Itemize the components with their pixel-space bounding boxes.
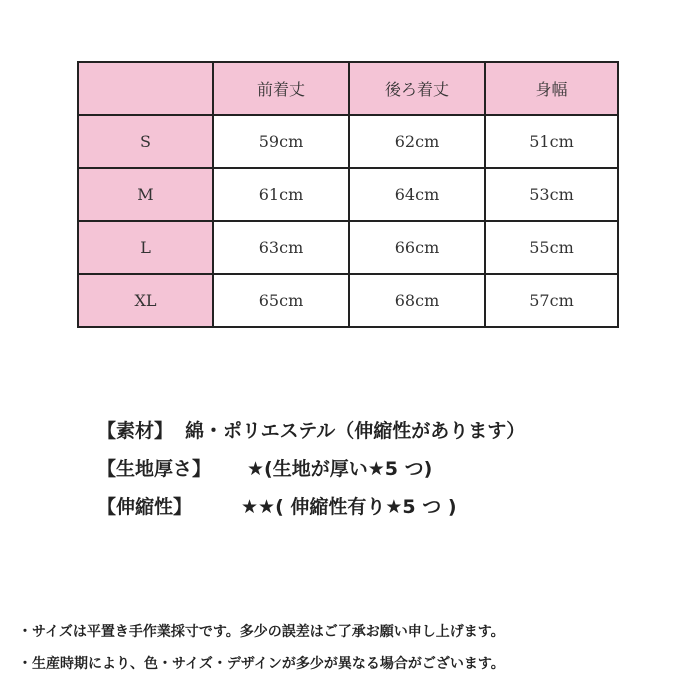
table-row — [78, 168, 618, 221]
table-row — [78, 274, 618, 327]
size-label: M — [78, 168, 213, 221]
table-header-row — [78, 62, 618, 115]
back-length-cell: 66cm — [349, 221, 485, 274]
table-row — [78, 115, 618, 168]
size-label: S — [78, 115, 213, 168]
spec-label: 【伸縮性】 — [97, 496, 193, 518]
spec-value: ★(生地が厚い★5 つ) — [247, 458, 433, 480]
width-cell: 51cm — [485, 115, 618, 168]
spec-label: 【素材】 — [97, 420, 174, 442]
width-cell: 53cm — [485, 168, 618, 221]
front-length-cell: 63cm — [213, 221, 349, 274]
spec-value: 綿・ポリエステル（伸縮性があります） — [185, 420, 526, 442]
front-length-cell: 65cm — [213, 274, 349, 327]
spec-label: 【生地厚さ】 — [97, 458, 212, 480]
size-label: XL — [78, 274, 213, 327]
spec-value: ★★( 伸縮性有り★5 つ ) — [241, 496, 457, 518]
header-width: 身幅 — [485, 62, 618, 115]
size-label: L — [78, 221, 213, 274]
back-length-cell: 64cm — [349, 168, 485, 221]
width-cell: 55cm — [485, 221, 618, 274]
back-length-cell: 68cm — [349, 274, 485, 327]
width-cell: 57cm — [485, 274, 618, 327]
back-length-cell: 62cm — [349, 115, 485, 168]
note-line: ・生産時期により、色・サイズ・デザインが多少が異なる場合がございます。 — [18, 656, 505, 672]
header-back-length: 後ろ着丈 — [349, 62, 485, 115]
size-chart-table — [77, 61, 619, 328]
notes — [18, 618, 505, 682]
header-front-length: 前着丈 — [213, 62, 349, 115]
note-line: ・サイズは平置き手作業採寸です。多少の誤差はご了承お願い申し上げます。 — [18, 624, 505, 640]
table-header-corner — [78, 62, 213, 115]
table-row — [78, 221, 618, 274]
front-length-cell: 59cm — [213, 115, 349, 168]
front-length-cell: 61cm — [213, 168, 349, 221]
